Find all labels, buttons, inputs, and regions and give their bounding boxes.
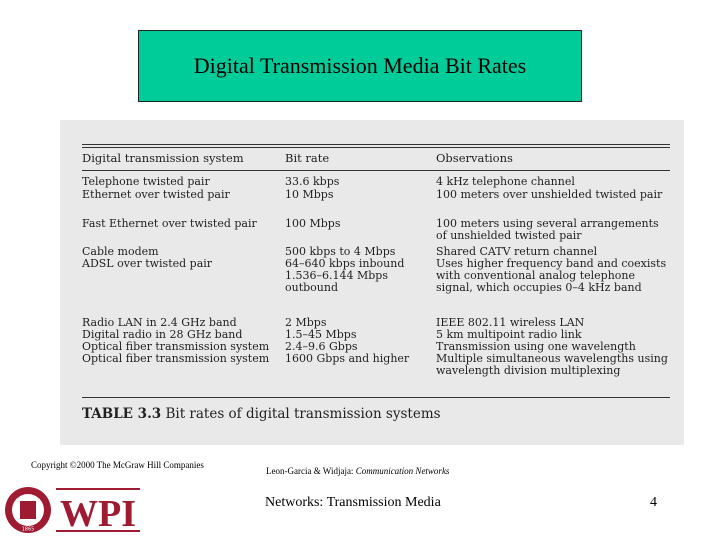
book-title: Communication Networks: [355, 466, 450, 476]
logo-text: WPI: [60, 493, 136, 535]
wpi-seal-shield: [20, 501, 36, 519]
page-number: 4: [650, 495, 657, 510]
table-caption: [82, 406, 441, 422]
header-bit-rate: Bit rate: [285, 151, 330, 165]
table-bottom-rule: [82, 397, 670, 398]
cell-rate: 10 Mbps: [285, 188, 334, 201]
cell-rate: 1600 Gbps and higher: [285, 352, 410, 365]
cell-observation: Multiple simultaneous wavelengths using wavelength division multiplexing: [436, 352, 668, 378]
header-system: Digital transmission system: [82, 151, 244, 165]
cell-rate: 2.4–9.6 Gbps: [285, 340, 358, 353]
cell-observation: IEEE 802.11 wireless LAN: [436, 316, 585, 329]
cell-system: ADSL over twisted pair: [82, 257, 213, 270]
cell-observation: 100 meters using several arrangements of unshielded twisted pair: [436, 217, 659, 243]
cell-observation: 5 km multipoint radio link: [436, 328, 582, 341]
cell-system: Optical fiber transmission system: [82, 352, 270, 365]
cell-observation: 4 kHz telephone channel: [436, 175, 575, 188]
cell-rate: 100 Mbps: [285, 217, 341, 230]
cell-system: Radio LAN in 2.4 GHz band: [82, 316, 237, 329]
header-rule: [82, 170, 670, 171]
table-top-rule: [82, 144, 670, 145]
cell-rate: 500 kbps to 4 Mbps: [285, 245, 396, 258]
author-credit: [266, 466, 449, 476]
cell-system: Fast Ethernet over twisted pair: [82, 217, 257, 230]
cell-system: Optical fiber transmission system: [82, 340, 270, 353]
cell-system: Telephone twisted pair: [82, 175, 210, 188]
caption-label: TABLE 3.3: [82, 406, 162, 422]
cell-observation: Uses higher frequency band and coexists with conventional analog telephone signal, which occupies 0–4 kHz band: [436, 257, 667, 295]
cell-system: Digital radio in 28 GHz band: [82, 328, 243, 341]
scanned-table-image: [60, 120, 684, 445]
cell-rate: 64–640 kbps inbound 1.536–6.144 Mbps outbound: [285, 257, 405, 295]
cell-rate: 2 Mbps: [285, 316, 327, 329]
cell-rate: 1.5–45 Mbps: [285, 328, 357, 341]
seal-year: 1865: [21, 526, 35, 533]
cell-observation: 100 meters over unshielded twisted pair: [436, 188, 663, 201]
caption-text: Bit rates of digital transmission systems: [165, 406, 441, 422]
copyright-notice: Copyright ©2000 The McGraw Hill Companies: [31, 460, 204, 470]
cell-system: Ethernet over twisted pair: [82, 188, 230, 201]
author-names: Leon-Garcia & Widjaja:: [266, 466, 354, 476]
footer-section-title: Networks: Transmission Media: [265, 495, 441, 510]
cell-system: Cable modem: [82, 245, 159, 258]
slide-title-box: [138, 30, 582, 102]
header-observations: Observations: [436, 151, 513, 165]
cell-rate: 33.6 kbps: [285, 175, 340, 188]
slide-title: Digital Transmission Media Bit Rates: [193, 53, 527, 78]
table-top-rule-2: [82, 147, 670, 148]
cell-observation: Transmission using one wavelength: [436, 340, 636, 353]
wpi-logo: [2, 482, 142, 538]
cell-observation: Shared CATV return channel: [436, 245, 598, 258]
